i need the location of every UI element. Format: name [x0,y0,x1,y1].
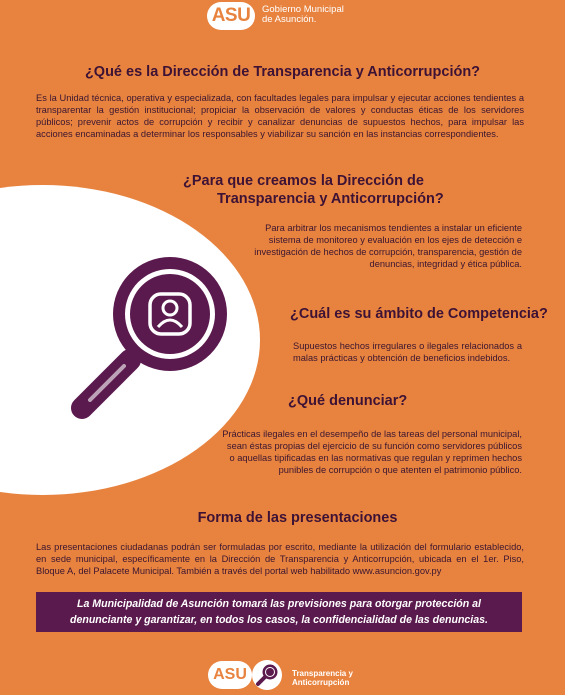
footer-line2: Anticorrupción [292,678,350,687]
section2-title-line2: Transparencia y Anticorrupción? [217,191,444,207]
section3-text: Supuestos hechos irregulares o ilegales relacionados a malas prácticas y obtención de beneficios indebidos. [293,341,522,363]
footer-label [292,669,353,687]
org-name [262,5,344,25]
section4-text: Prácticas ilegales en el desempeño de las tareas del personal municipal, sean éstas propias del ejercicio de su función como servidores públicos o aquellas tipificadas en las normativas que regulan y reprimen hechos punibles de corrupción o que atenten el patrimonio público. [222,429,522,475]
protection-banner [36,592,522,632]
section2-title-line1: ¿Para que creamos la Dirección de [183,173,424,189]
section2-text: Para arbitrar los mecanismos tendientes a instalar un eficiente sistema de monitoreo y evaluación en los ejes de detección e investigación de hechos de corrupción, transparencia, gestión de denuncias, integridad y ética pública. [254,223,522,269]
section5-text: Las presentaciones ciudadanas podrán ser formuladas por escrito, mediante la utilización del formulario establecido, en sede municipal, específicamente en la Dirección de Transparencia y Anticorrupción, ubicada en el 1er. Piso, Bloque A, del Palacete Municipal. También a través del portal web habilitado www.asuncion.gov.py [36,542,524,576]
org-name-line2: de Asunción. [262,14,317,25]
asu-logo: ASU [207,2,255,30]
section4-title: ¿Qué denunciar? [288,393,408,409]
magnifier-icon [60,248,240,428]
section5-title: Forma de las presentaciones [197,510,398,526]
footer-asu-logo: ASU [208,661,252,689]
banner-line1: La Municipalidad de Asunción tomará las previsiones para otorgar protección al [76,598,482,610]
footer-magnifier-badge [252,660,282,690]
footer-line1: Transparencia y [292,669,353,678]
section1-text: Es la Unidad técnica, operativa y especializada, con facultades legales para impulsar y ejecutar acciones tendientes a transparentar la gestión institucional; propiciar la observación de valores y conductas éticas de los servidores públicos; prevenir actos de corrupción y recibir y canalizar denuncias de supuestos hechos, para impulsar las acciones encaminadas a determinar los responsables y viabilizar su sanción en las instancias correspondientes. [36,93,524,139]
org-name-line1: Gobierno Municipal [262,4,344,15]
banner-line2: denunciante y garantizar, en todos los casos, la confidencialidad de las denuncias. [70,614,488,626]
footer-magnifier-icon [252,660,282,690]
section3-title: ¿Cuál es su ámbito de Competencia? [290,306,548,322]
section1-title: ¿Qué es la Dirección de Transparencia y Anticorrupción? [84,64,481,80]
